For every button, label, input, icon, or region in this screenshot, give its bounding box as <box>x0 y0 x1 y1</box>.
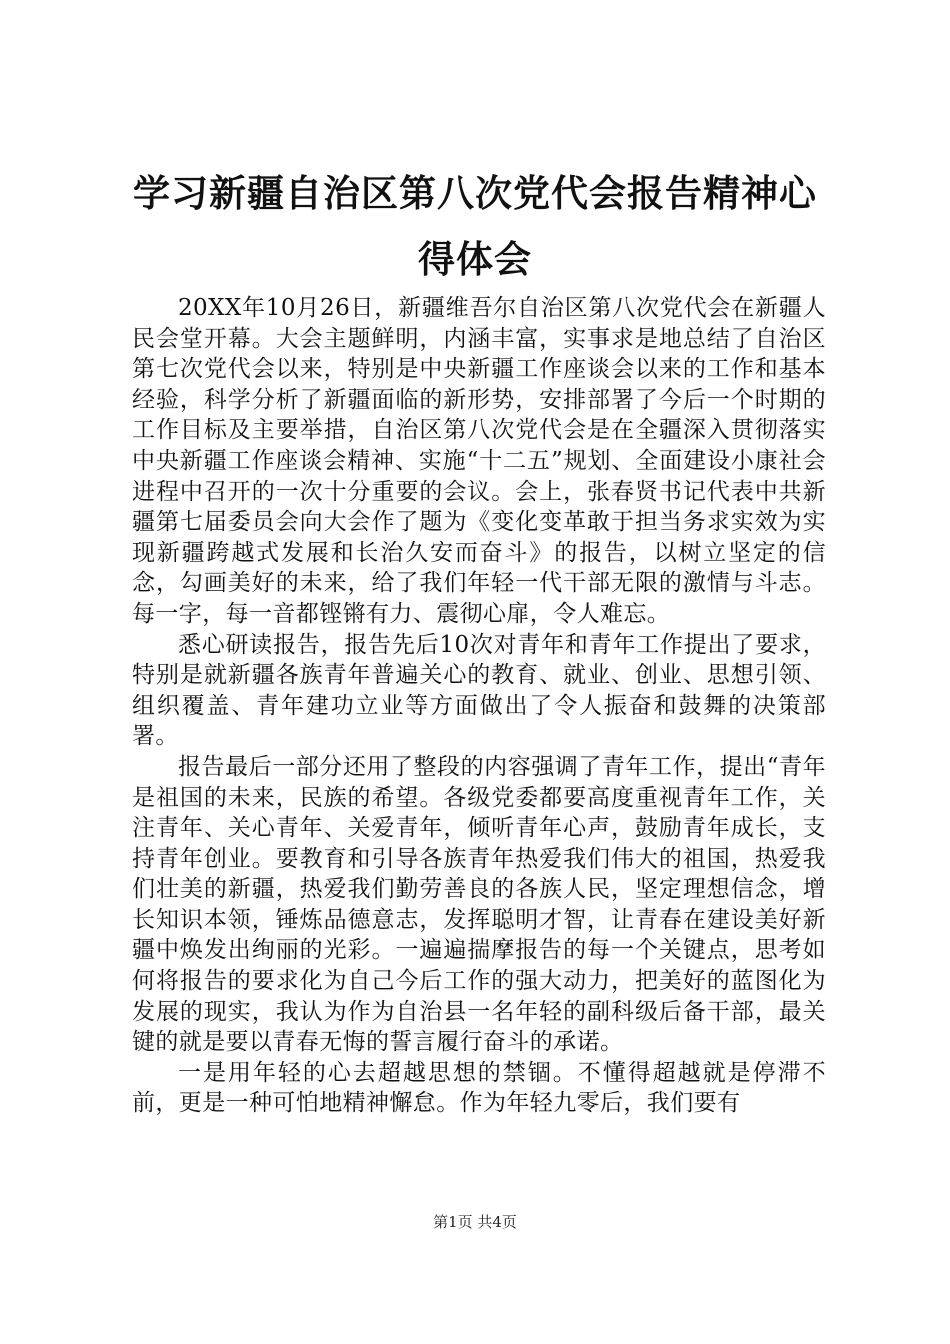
paragraph: 报告最后一部分还用了整段的内容强调了青年工作，提出“青年是祖国的未来，民族的希望。各级党委都要高度重视青年工作，关注青年、关心青年、关爱青年，倾听青年心声，鼓励青年成长，支持青年创业。要教育和引导各族青年热爱我们伟大的祖国，热爱我们壮美的新疆，热爱我们勤劳善良的各族人民，坚定理想信念，增长知识本领，锤炼品德意志，发挥聪明才智，让青春在建设美好新疆中焕发出绚丽的光彩。一遍遍揣摩报告的每一个关键点，思考如何将报告的要求化为自己今后工作的强大动力，把美好的蓝图化为发展的现实，我认为作为自治县一名年轻的副科级后备干部，最关键的就是要以青春无悔的誓言履行奋斗的承诺。 <box>132 753 826 1056</box>
paragraph: 悉心研读报告，报告先后10次对青年和青年工作提出了要求，特别是就新疆各族青年普遍关心的教育、就业、创业、思想引领、组织覆盖、青年建功立业等方面做出了令人振奋和鼓舞的决策部署。 <box>132 631 826 750</box>
paragraph: 一是用年轻的心去超越思想的禁锢。不懂得超越就是停滞不前，更是一种可怕地精神懈怠。作为年轻九零后，我们要有 <box>132 1059 826 1117</box>
page-number-footer: 第1页 共4页 <box>433 1213 517 1231</box>
document-title: 学习新疆自治区第八次党代会报告精神心得体会 <box>133 171 817 281</box>
document-body <box>132 293 826 1119</box>
paragraph: 20XX年10月26日，新疆维吾尔自治区第八次党代会在新疆人民会堂开幕。大会主题鲜明，内涵丰富，实事求是地总结了自治区第七次党代会以来，特别是中央新疆工作座谈会以来的工作和基本经验，科学分析了新疆面临的新形势，安排部署了今后一个时期的工作目标及主要举措，自治区第八次党代会是在全疆深入贯彻落实中央新疆工作座谈会精神、实施“十二五”规划、全面建设小康社会进程中召开的一次十分重要的会议。会上，张春贤书记代表中共新疆第七届委员会向大会作了题为《变化变革敢于担当务求实效为实现新疆跨越式发展和长治久安而奋斗》的报告，以树立坚定的信念，勾画美好的未来，给了我们年轻一代干部无限的激情与斗志。每一字，每一音都铿锵有力、震彻心扉，令人难忘。 <box>132 295 826 627</box>
